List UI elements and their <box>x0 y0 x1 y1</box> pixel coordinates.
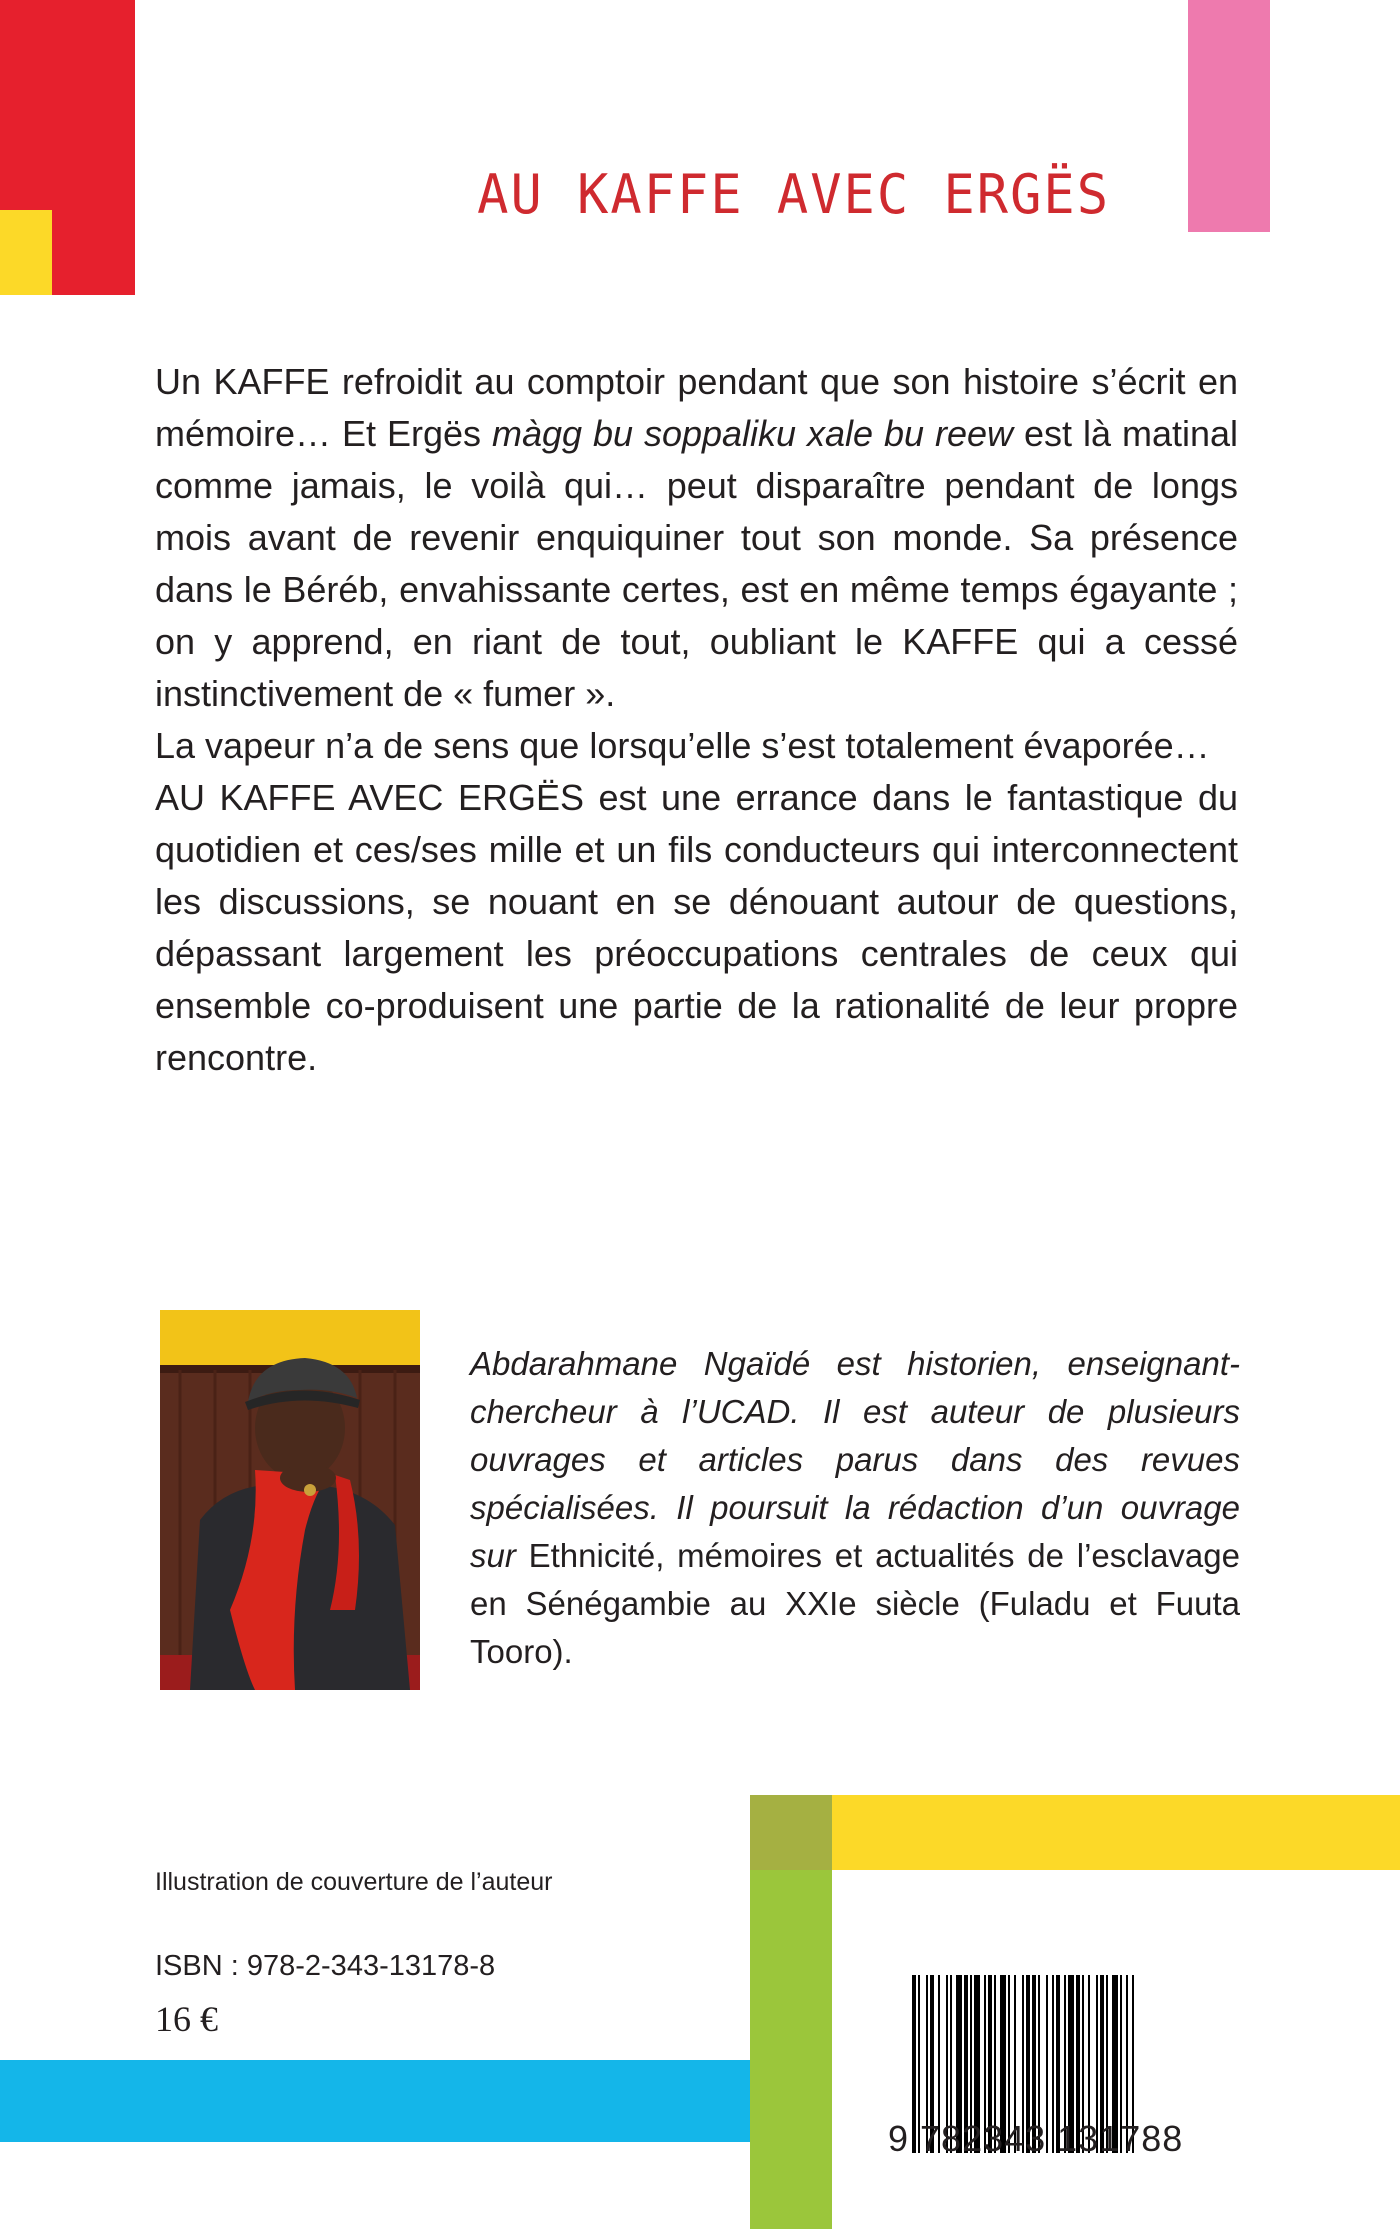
back-cover-blurb <box>155 356 1238 1084</box>
isbn: ISBN : 978-2-343-13178-8 <box>155 1950 496 1982</box>
blurb-paragraph-3: AU KAFFE AVEC ERGËS est une errance dans le fantastique du quotidien et ces/ses mille et un fils conducteurs qui interconnectent les discussions, se nouant en se dénouant autour de questions, dépassant largement les préoccupations centrales de ceux qui ensemble co-produisent une partie de la rationalité de leur propre rencontre. <box>155 777 1238 1078</box>
barcode-digits: 9 782343 131788 <box>888 2118 1184 2159</box>
cover-illustration-credit: Illustration de couverture de l’auteur <box>155 1868 553 1896</box>
price: 16 € <box>155 1999 218 2039</box>
yellow-block-left <box>0 210 52 295</box>
blurb-paragraph-2: La vapeur n’a de sens que lorsqu’elle s’est totalement évaporée… <box>155 725 1210 766</box>
yellow-band-bottom <box>832 1795 1400 1870</box>
green-stripe-bottom <box>750 1870 832 2229</box>
pink-block-top-right <box>1188 0 1270 232</box>
cyan-band-bottom <box>0 2060 750 2142</box>
blurb-paragraph-1: Un KAFFE refroidit au comptoir pendant que son histoire s’écrit en mémoire… Et Ergës màgg bu soppaliku xale bu reew est là matinal comme jamais, le voilà qui… peut disparaître pendant de longs mois avant de revenir enquiquiner tout son monde. Sa présence dans le Béréb, envahissante certes, est en même temps égayante ; on y apprend, en riant de tout, oubliant le KAFFE qui a cessé instinctivement de « fumer ». <box>155 361 1239 714</box>
olive-block-bottom <box>750 1795 832 1870</box>
author-bio: Abdarahmane Ngaïdé est historien, enseignant-chercheur à l’UCAD. Il est auteur de plusieurs ouvrages et articles parus dans des revues spécialisées. Il poursuit la rédaction d’un ouvrage sur Ethnicité, mémoires et actualités de l’esclavage en Sénégambie au XXIe siècle (Fuladu et Fuuta Tooro). <box>470 1345 1240 1670</box>
page-title: AU KAFFE AVEC ERGËS <box>477 163 1110 227</box>
author-photo <box>160 1310 420 1690</box>
